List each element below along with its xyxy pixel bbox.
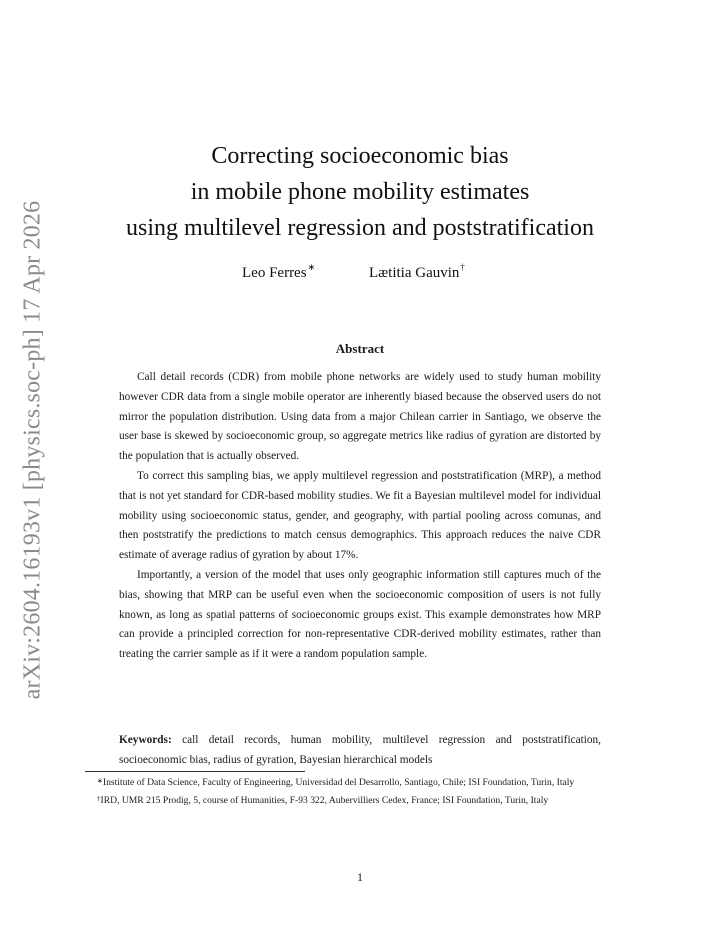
author-1-name: Leo Ferres (242, 265, 307, 281)
abstract-paragraph-3: Importantly, a version of the model that uses only geographic information still captures much of the bias, showing that MRP can be useful even when the socioeconomic composition of users is not fully known, as long as spatial patterns of socioeconomic groups exist. This example demonstrates how MRP can provide a principled correction for non-representative CDR-derived mobility estimates, rather than treating the carrier sample as if it were a random population sample. (119, 568, 601, 661)
author-1-footnote-mark: ∗ (307, 262, 316, 272)
author-2-name: Lætitia Gauvin (369, 265, 460, 281)
footnote-1-text: Institute of Data Science, Faculty of Engineering, Universidad del Desarrollo, Santiago, Chile; ISI Foundation, Turin, Italy (102, 777, 575, 788)
keywords-label: Keywords: (119, 734, 172, 746)
footnote-divider (85, 771, 305, 772)
abstract-paragraph-1: Call detail records (CDR) from mobile phone networks are widely used to study human mobility however CDR data from a single mobile operator are inherently biased because the observed users do not mirror the population distribution. Using data from a major Chilean carrier in Santiago, we observe the user base is skewed by socioeconomic group, so aggregate metrics like radius of gyration are distorted by the population that is actually observed. (119, 371, 601, 463)
footnote-2-text: IRD, UMR 215 Prodig, 5, course of Humanities, F-93 322, Aubervilliers Cedex, France; ISI Foundation, Turin, Italy (100, 794, 549, 806)
arxiv-identifier-stamp (0, 0, 62, 932)
keywords (119, 731, 601, 771)
title-line-1: Correcting socioeconomic bias (211, 143, 509, 169)
abstract-heading: Abstract (335, 341, 385, 356)
footnote-2-mark: † (97, 794, 101, 803)
author-list (0, 262, 720, 289)
footnote-1-mark: ∗ (97, 777, 103, 785)
author-1 (242, 262, 316, 282)
footnote-1 (85, 774, 635, 792)
paper-title (100, 138, 620, 246)
title-line-3: using multilevel regression and poststratification (126, 215, 594, 241)
abstract-paragraph-2: To correct this sampling bias, we apply multilevel regression and poststratification (MRP), a method that is not yet standard for CDR-based mobility studies. We fit a Bayesian multilevel model for individual mobility using socioeconomic status, gender, and geography, with partial pooling across comunas, and then poststratify the predictions to match census demographics. This approach reduces the naive CDR estimate of average radius of gyration by about 17%. (119, 469, 601, 562)
abstract-body (119, 368, 601, 665)
footnote-2 (85, 792, 635, 810)
keywords-text: call detail records, human mobility, multilevel regression and poststratification, socioeconomic bias, radius of gyration, Bayesian hierarchical models (119, 734, 602, 766)
footnotes (85, 774, 635, 809)
author-2-footnote-mark: † (460, 262, 465, 272)
title-line-2: in mobile phone mobility estimates (190, 179, 530, 205)
author-2 (369, 262, 465, 282)
page-number: 1 (357, 870, 363, 884)
arxiv-identifier-text: arXiv:2604.16193v1 [physics.soc-ph] 17 Apr 2026 (19, 200, 46, 700)
